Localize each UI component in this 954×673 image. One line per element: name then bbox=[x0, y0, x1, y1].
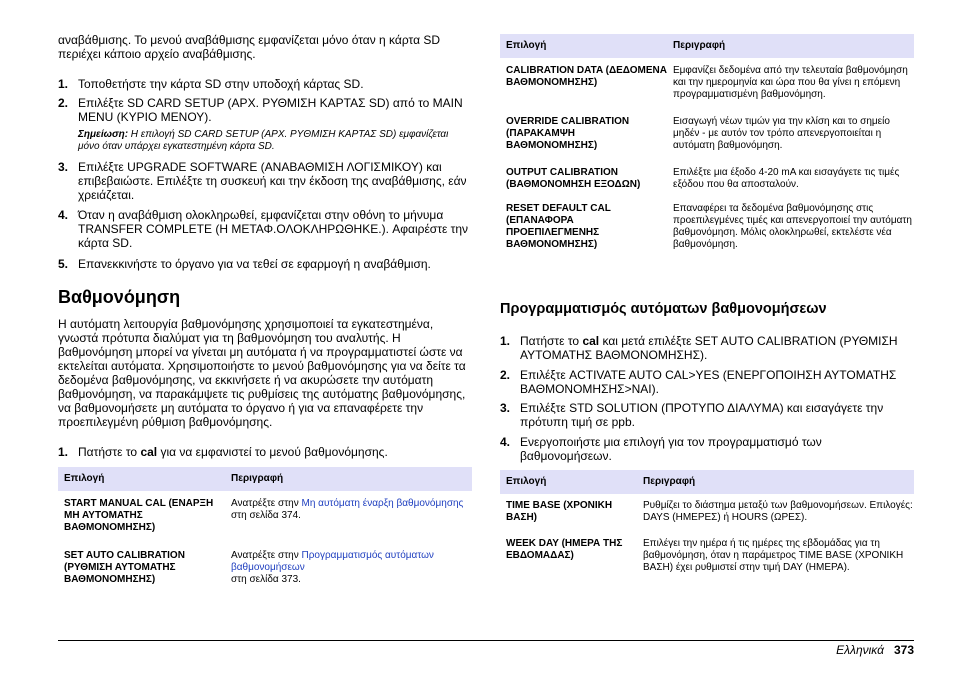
list-item: 5. Επανεκκινήστε το όργανο για να τεθεί σε εφαρμογή η αναβάθμιση. bbox=[58, 257, 431, 271]
cal-key: cal bbox=[140, 445, 158, 459]
list-item: 3. Επιλέξτε STD SOLUTION (ΠΡΟΤΥΠΟ ΔΙΑΛΥΜΑ) και εισαγάγετε την πρότυπη τιμή σε ppb. bbox=[500, 401, 884, 429]
note-label: Σημείωση: bbox=[78, 129, 129, 140]
table-row: START MANUAL CAL (ΕΝΑΡΞΗ ΜΗ ΑΥΤΟΜΑΤΗΣ ΒΑΘΜΟΝΟΜΗΣΗΣ) Ανατρέξτε στην Μη αυτόματη έναρξη βαθμονόμησης στη σελίδα 374. bbox=[64, 498, 464, 533]
list-item: 2. Επιλέξτε SD CARD SETUP (ΑΡΧ. ΡΥΘΜΙΣΗ ΚΑΡΤΑΣ SD) από το MAIN MENU (ΚΥΡΙΟ ΜΕΝΟΥ). bbox=[58, 96, 463, 124]
note bbox=[78, 129, 472, 153]
list-item: 1. Πατήστε το cal για να εμφανιστεί το μενού βαθμονόμησης. bbox=[58, 445, 388, 459]
list-item: 2. Επιλέξτε ACTIVATE AUTO CAL>YES (ΕΝΕΡΓΟΠΟΙΗΣΗ ΑΥΤΟΜΑΤΗΣ ΒΑΘΜΟΝΟΜΗΣΗΣ>ΝΑΙ). bbox=[500, 368, 897, 396]
table-row: OVERRIDE CALIBRATION (ΠΑΡΑΚΑΜΨΗ ΒΑΘΜΟΝΟΜΗΣΗΣ) Εισαγωγή νέων τιμών για την κλίση και το σημείο μηδέν - με αυτόν τον τρόπο απενεργοποιείται η αυτόματη βαθμονόμηση. bbox=[506, 116, 890, 151]
column-header-option: Επιλογή bbox=[500, 34, 667, 58]
auto-calibration-options-table bbox=[500, 470, 914, 578]
column-header-description: Περιγραφή bbox=[637, 470, 914, 494]
column-header-option: Επιλογή bbox=[500, 470, 637, 494]
page-footer bbox=[836, 643, 914, 657]
table-row: CALIBRATION DATA (ΔΕΔΟΜΕΝΑ ΒΑΘΜΟΝΟΜΗΣΗΣ) Εμφανίζει δεδομένα από την τελευταία βαθμονόμηση και την ημερομηνία και ώρα που θα γίνει η επόμενη προγραμματισμένη βαθμονόμηση. bbox=[506, 65, 908, 100]
footer-language: Ελληνικά bbox=[836, 643, 884, 657]
list-item: 4. Όταν η αναβάθμιση ολοκληρωθεί, εμφανίζεται στην οθόνη το μήνυμα TRANSFER COMPLETE (Η ΜΕΤΑΦ.ΟΛΟΚΛΗΡΩΘΗΚΕ.). Αφαιρέστε την κάρτα SD. bbox=[58, 208, 469, 250]
table-row: SET AUTO CALIBRATION (ΡΥΘΜΙΣΗ ΑΥΤΟΜΑΤΗΣ ΒΑΘΜΟΝΟΜΗΣΗΣ) Ανατρέξτε στην Προγραμματισμός αυτόματων βαθμονομήσεων στη σελίδα 373. bbox=[64, 550, 434, 585]
list-item: 3. Επιλέξτε UPGRADE SOFTWARE (ΑΝΑΒΑΘΜΙΣΗ ΛΟΓΙΣΜΙΚΟΥ) και επιβεβαιώστε. Επιλέξτε τη συσκευή και την έκδοση της αναβάθμισης, εάν χρειάζεται. bbox=[58, 160, 467, 202]
cal-key: cal bbox=[582, 334, 600, 348]
column-header-description: Περιγραφή bbox=[667, 34, 914, 58]
column-header-option: Επιλογή bbox=[58, 467, 225, 491]
body-paragraph: Η αυτόματη λειτουργία βαθμονόμησης χρησιμοποιεί τα εγκατεστημένα, γνωστά πρότυπα διαλύματ για τη βαθμονόμηση του αναλυτής. Η βαθμονόμηση μπορεί να γίνεται μη αυτόματα ή να προγραμματιστεί ώστε να εκτελείται αυτόματα. Χρησιμοποιήστε το μενού βαθμονόμησης για να δείτε τα δεδομένα βαθμονόμησης, να εκκινήσετε ή να ακυρώσετε την αυτόματη βαθμονόμηση, να παρακάμψετε τις ρυθμίσεις της αυτόματης βαθμονόμησης, να βαθμονομήσετε μη αυτόματα το όργανο ή για να επαναφέρετε την προεπιλεγμένη ρύθμιση βαθμονόμησης. bbox=[58, 317, 466, 429]
table-row: RESET DEFAULT CAL (ΕΠΑΝΑΦΟΡΑ ΠΡΟΕΠΙΛΕΓΜΕΝΗΣ ΒΑΘΜΟΝΟΜΗΣΗΣ) Επαναφέρει τα δεδομένα βαθμονόμησης στις προεπιλεγμένες τιμές και απενεργοποιεί την αυτόματη βαθμονόμηση. Μόλις ολοκληρωθεί, εκτελέστε νέα βαθμονόμηση. bbox=[506, 203, 912, 250]
intro-paragraph: αναβάθμισης. Το μενού αναβάθμισης εμφανίζεται μόνο όταν η κάρτα SD περιέχει κάποιο αρχείο αναβάθμισης. bbox=[58, 33, 441, 61]
table-row: WEEK DAY (ΗΜΕΡΑ ΤΗΣ ΕΒΔΟΜΑΔΑΣ) Επιλέγει την ημέρα ή τις ημέρες της εβδομάδας για τη βαθμονόμηση, όταν η παράμετρος TIME BASE (ΧΡΟΝΙΚΗ ΒΑΣΗ) έχει ρυθμιστεί στην τιμή DAY (ΗΜΕΡΑ). bbox=[506, 538, 904, 573]
page-number: 373 bbox=[893, 643, 914, 657]
subsection-heading: Προγραμματισμός αυτόματων βαθμονομήσεων bbox=[500, 301, 827, 317]
calibration-options-table bbox=[500, 34, 914, 255]
link-auto-calibration[interactable]: Προγραμματισμός αυτόματων βαθμονομήσεων bbox=[231, 550, 434, 573]
list-item: 4. Ενεργοποιήστε μια επιλογή για τον προγραμματισμό των βαθμονομήσεων. bbox=[500, 435, 822, 463]
table-row: TIME BASE (ΧΡΟΝΙΚΗ ΒΑΣΗ) Ρυθμίζει το διάστημα μεταξύ των βαθμονομήσεων. Επιλογές: DAYS (ΗΜΕΡΕΣ) ή HOURS (ΩΡΕΣ). bbox=[506, 500, 913, 523]
link-manual-calibration[interactable]: Μη αυτόματη έναρξη βαθμονόμησης bbox=[301, 498, 464, 509]
section-heading: Βαθμονόμηση bbox=[58, 287, 181, 307]
note-text: Η επιλογή SD CARD SETUP (ΑΡΧ. ΡΥΘΜΙΣΗ ΚΑΡΤΑΣ SD) εμφανίζεται μόνο όταν υπάρχει εγκατεστημένη κάρτα SD. bbox=[78, 129, 449, 152]
table-row: OUTPUT CALIBRATION (ΒΑΘΜΟΝΟΜΗΣΗ ΕΞΟΔΩΝ) Επιλέξτε μια έξοδο 4-20 mA και εισαγάγετε τις τιμές εξόδου που θα αποσταλούν. bbox=[506, 167, 900, 190]
list-item: 1. Τοποθετήστε την κάρτα SD στην υποδοχή κάρτας SD. bbox=[58, 77, 364, 91]
list-item: 1. Πατήστε το cal και μετά επιλέξτε SET AUTO CALIBRATION (ΡΥΘΜΙΣΗ ΑΥΤΟΜΑΤΗΣ ΒΑΘΜΟΝΟΜΗΣΗΣ). bbox=[500, 334, 898, 362]
footer-divider bbox=[58, 640, 914, 641]
column-header-description: Περιγραφή bbox=[225, 467, 472, 491]
calibration-menu-table bbox=[58, 467, 472, 590]
